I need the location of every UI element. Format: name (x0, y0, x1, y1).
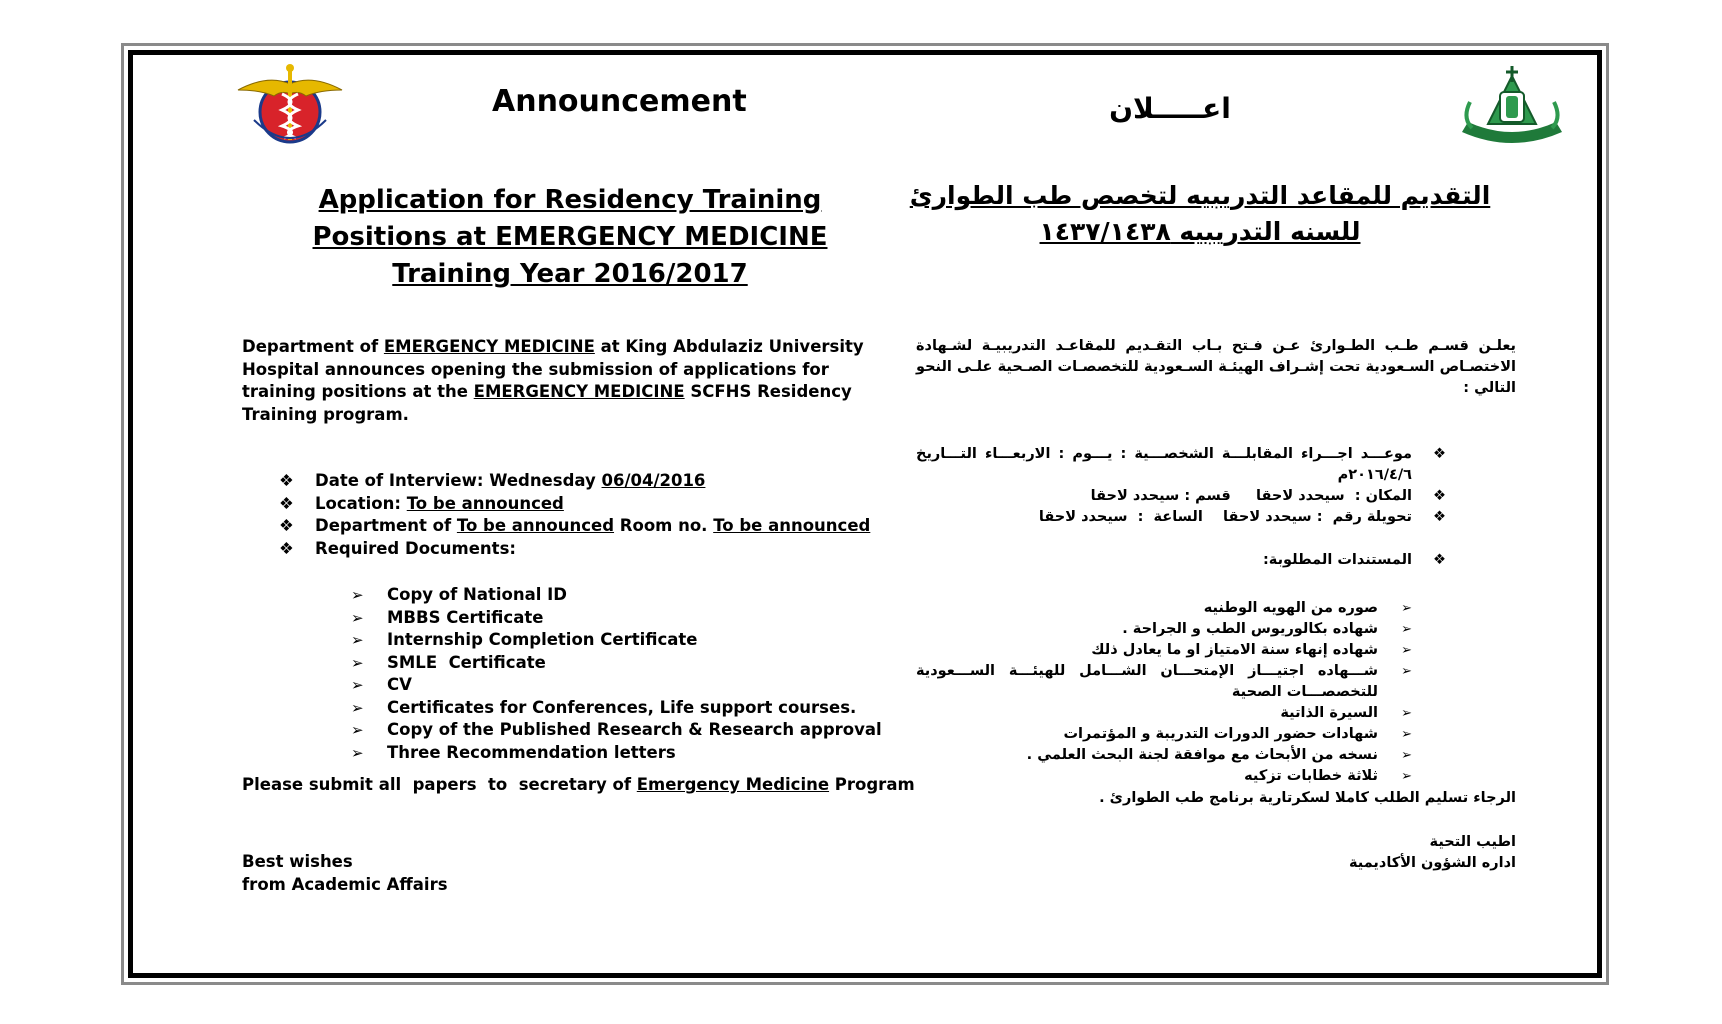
hospital-caduceus-logo (228, 60, 356, 150)
list-item (916, 640, 1446, 661)
list-item (916, 619, 1446, 640)
closing-ar (916, 832, 1516, 874)
title-line: التقديم للمقاعد التدريبيه لتخصص طب الطوارئ (909, 181, 1491, 210)
application-title-ar (900, 178, 1500, 250)
list-item (916, 703, 1446, 724)
arrow-bullet-icon: ➢ (1401, 706, 1412, 721)
interview-label: Date of Interview: Wednesday (315, 471, 602, 490)
arrow-bullet-icon: ➢ (351, 653, 364, 672)
diamond-bullet-icon: ❖ (279, 471, 294, 490)
list-item (351, 652, 911, 675)
intro-text: SCFHS Residency Training program. (242, 382, 852, 424)
list-item (351, 719, 911, 742)
document-item: السيرة الذاتية (1280, 705, 1378, 721)
document-item: شـــهاده اجتيـــاز الإمتحـــان الشـــامل للهيئـــة الســـعودية للتخصصـــات الصحية (916, 663, 1378, 700)
list-item (916, 550, 1446, 571)
submit-instruction-ar: الرجاء تسليم الطلب كاملا لسكرتارية برنامج طب الطوارئ . (1099, 790, 1516, 806)
location-text-ar: المكان : سيحدد لاحقا قسم : سيحدد لاحقا (1090, 488, 1412, 504)
arrow-bullet-icon: ➢ (351, 721, 364, 739)
arrow-bullet-icon: ➢ (1401, 727, 1412, 742)
arrow-bullet-icon: ➢ (1401, 622, 1412, 637)
list-item (279, 470, 919, 493)
diamond-bullet-icon: ❖ (1433, 488, 1446, 504)
arrow-bullet-icon: ➢ (351, 586, 364, 604)
arrow-bullet-icon: ➢ (1401, 664, 1412, 679)
diamond-bullet-icon: ❖ (279, 516, 294, 535)
title-line: Training Year 2016/2017 (392, 259, 748, 289)
location-label: Location: (315, 493, 407, 513)
application-title-en (270, 182, 870, 293)
arrow-bullet-icon: ➢ (1401, 601, 1412, 616)
list-item (351, 584, 911, 607)
submit-text: Please submit all papers to secretary of (242, 775, 637, 794)
list-item (279, 515, 919, 538)
list-item (351, 674, 911, 697)
list-item (351, 629, 911, 652)
list-item (916, 661, 1446, 703)
interview-date: 06/04/2016 (601, 471, 706, 490)
list-item (279, 538, 919, 561)
king-abdulaziz-university-logo (1448, 62, 1576, 152)
documents-list-en (351, 584, 911, 764)
title-line: للسنه التدريبيه ١٤٣٧/١٤٣٨ (1039, 217, 1361, 246)
intro-paragraph-en (242, 336, 902, 426)
list-item (916, 745, 1446, 766)
arrow-bullet-icon: ➢ (351, 608, 364, 627)
list-item (916, 724, 1446, 745)
intro-text: Department of (242, 337, 384, 356)
document-item: Internship Completion Certificate (387, 630, 698, 649)
announcement-title-en: Announcement (492, 84, 747, 119)
program-name: Emergency Medicine (636, 775, 830, 794)
list-item (351, 742, 911, 765)
arrow-bullet-icon: ➢ (1401, 769, 1412, 784)
arrow-bullet-icon: ➢ (351, 698, 364, 717)
list-item (916, 486, 1446, 507)
document-item: شهاده بكالوريوس الطب و الجراحة . (1122, 621, 1378, 637)
submit-instruction-en (242, 775, 915, 794)
room-label: Room no. (614, 516, 714, 535)
submit-text: Program (829, 775, 915, 794)
intro-paragraph-ar: يعلـن قسـم طـب الطـوارئ عـن فـتح بـاب التقـديم للمقاعـد التدريبيـة لشـهادة الاختصـاص السـعودية تحت إشـراف الهيئـة السـعودية للتخصصـات الصـحية علـى النحو التالي : (916, 338, 1516, 396)
details-list-ar (916, 444, 1446, 571)
location-value: To be announced (406, 493, 564, 513)
diamond-bullet-icon: ❖ (1433, 552, 1446, 568)
documents-label-ar: المستندات المطلوبة: (1262, 552, 1412, 568)
list-item (279, 493, 919, 516)
document-item: Three Recommendation letters (387, 742, 676, 762)
document-item: ثلاثة خطابات تزكيه (1244, 768, 1378, 784)
title-line: Application for Residency Training (318, 185, 822, 215)
closing-line: اداره الشؤون الأكاديمية (1349, 855, 1516, 871)
closing-line: اطيب التحية (1429, 834, 1516, 850)
diamond-bullet-icon: ❖ (279, 493, 294, 513)
closing-en (242, 850, 448, 896)
closing-line: from Academic Affairs (242, 875, 448, 894)
announcement-title-ar: اعـــــلان (1109, 92, 1231, 125)
arrow-bullet-icon: ➢ (1401, 748, 1412, 763)
list-item (916, 598, 1446, 619)
document-item: MBBS Certificate (387, 607, 544, 627)
document-item: شهادات حضور الدورات التدريبة و المؤتمرات (1063, 726, 1378, 742)
document-item: شهاده إنهاء سنة الامتياز او ما يعادل ذلك (1091, 642, 1378, 658)
intro-text: at King Abdulaziz University Hospital announces opening the submission of applications for training positions at the (242, 337, 864, 401)
list-item (916, 507, 1446, 528)
room-value: To be announced (713, 516, 871, 535)
diamond-bullet-icon: ❖ (279, 538, 294, 558)
list-item (916, 444, 1446, 486)
list-item (351, 697, 911, 720)
document-item: CV (387, 675, 412, 694)
document-item: SMLE Certificate (387, 652, 546, 672)
documents-label: Required Documents: (315, 538, 516, 558)
list-item (916, 766, 1446, 787)
arrow-bullet-icon: ➢ (351, 631, 364, 649)
document-item: صوره من الهويه الوطنيه (1203, 600, 1378, 616)
department-value: To be announced (456, 516, 615, 535)
document-item: Certificates for Conferences, Life support courses. (387, 697, 857, 717)
closing-line: Best wishes (242, 852, 353, 871)
diamond-bullet-icon: ❖ (1433, 509, 1446, 525)
list-item (351, 607, 911, 630)
arrow-bullet-icon: ➢ (351, 743, 364, 762)
details-list-en (279, 470, 919, 560)
document-item: Copy of National ID (387, 585, 567, 604)
title-line: Positions at EMERGENCY MEDICINE (312, 222, 828, 252)
department-label: Department of (315, 516, 457, 535)
document-item: نسخه من الأبحاث مع موافقة لجنة البحث العلمي . (1026, 747, 1378, 763)
document-item: Copy of the Published Research & Research approval (387, 720, 882, 739)
department-name: EMERGENCY MEDICINE (473, 382, 685, 401)
arrow-bullet-icon: ➢ (351, 676, 364, 694)
arrow-bullet-icon: ➢ (1401, 643, 1412, 658)
department-name: EMERGENCY MEDICINE (383, 337, 595, 356)
diamond-bullet-icon: ❖ (1433, 446, 1446, 462)
interview-text-ar: موعـــد اجـــراء المقابلـــة الشخصـــية : يـــوم : الاربعـــاء التـــاريخ ٢٠١٦/٤/٦م (916, 446, 1412, 483)
extension-text-ar: تحويلة رقم : سيحدد لاحقا الساعة : سيحدد لاحقا (1038, 509, 1412, 525)
documents-list-ar (916, 598, 1446, 787)
